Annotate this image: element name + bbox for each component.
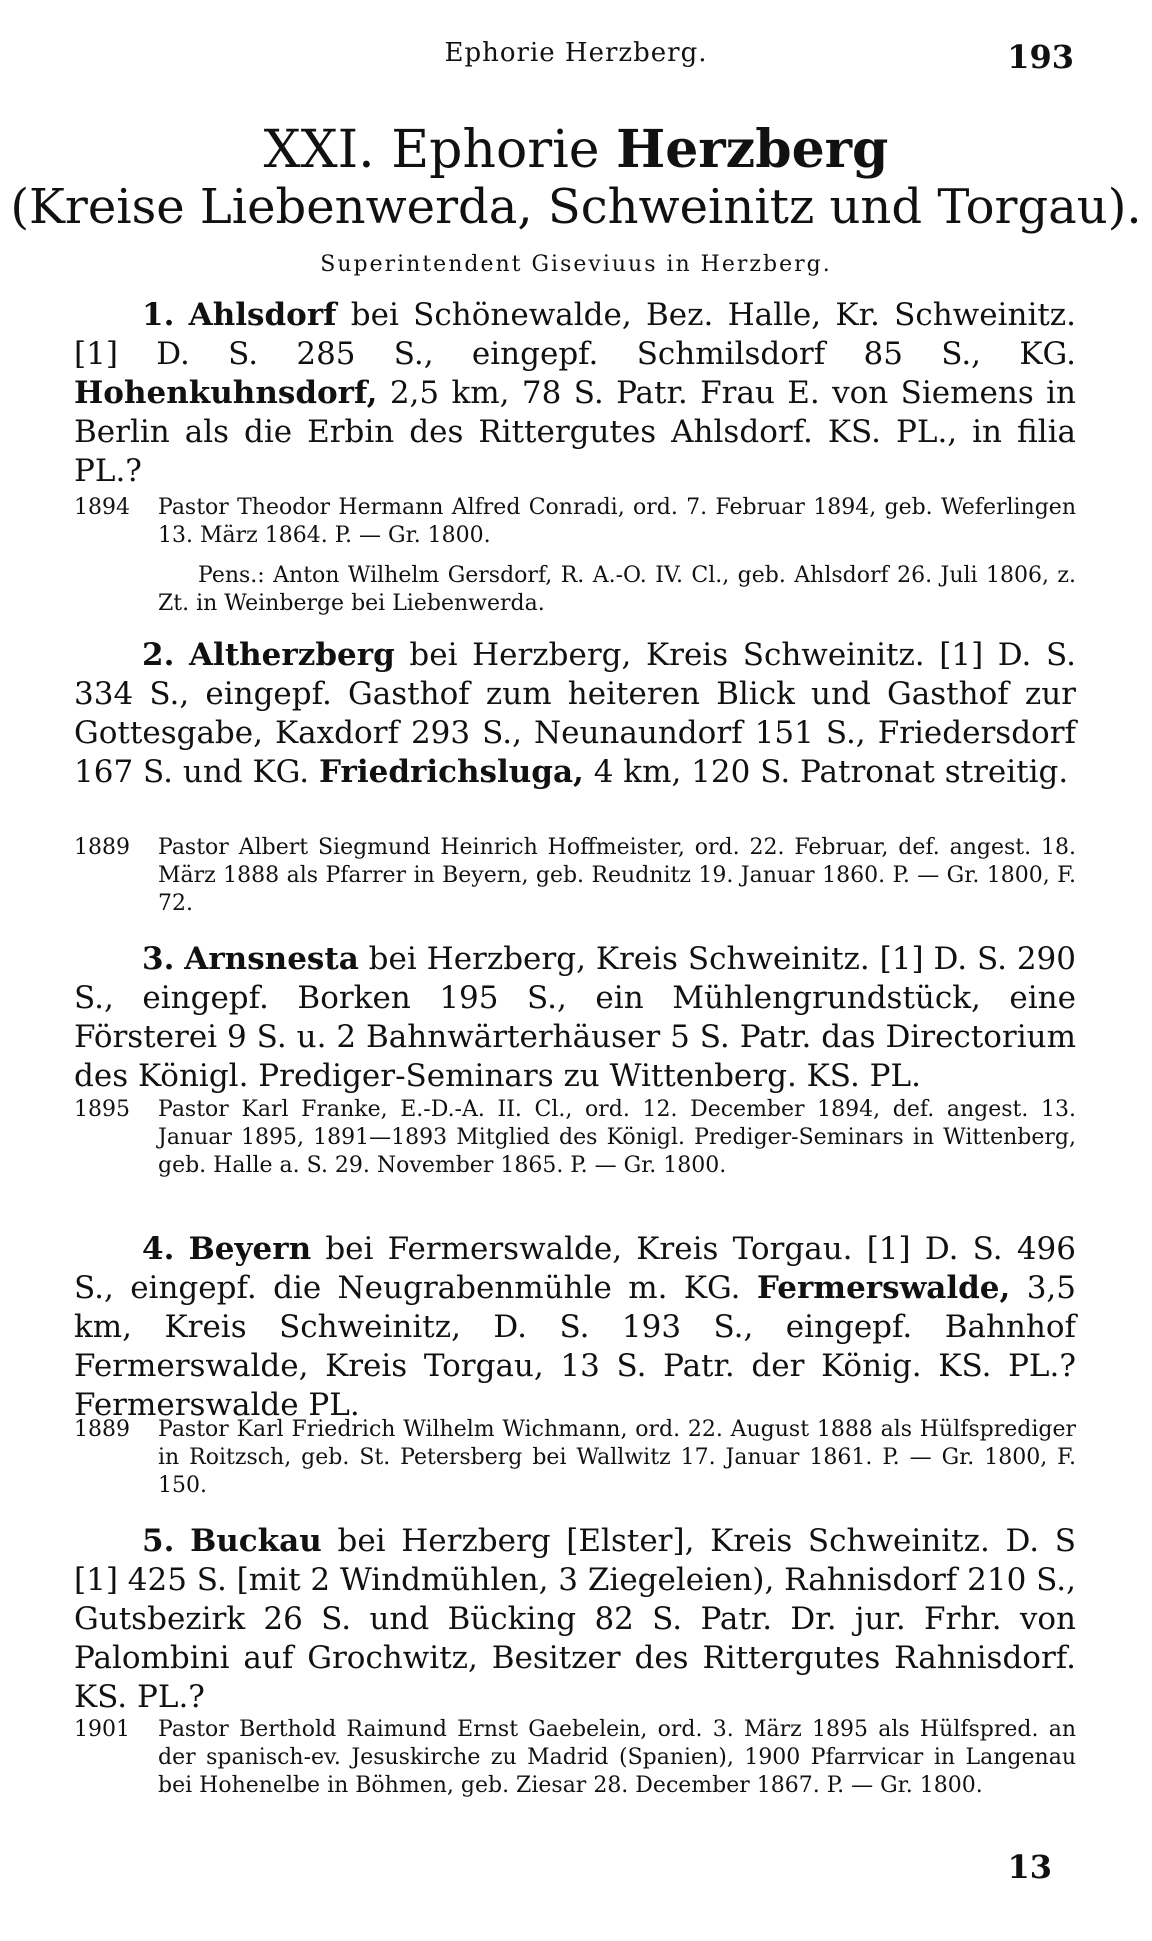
- entry-subparish: Hohenkuhnsdorf,: [74, 375, 378, 411]
- entry-number: 5.: [142, 1523, 175, 1559]
- parish-entry-4: [74, 1230, 1076, 1425]
- pension-note: Pens.: Anton Wilhelm Gersdorf, R. A.-O. IV. Cl., geb. Ahlsdorf 26. Juli 1806, z. Zt. in Weinberge bei Liebenwerda.: [158, 563, 1076, 616]
- parish-entry-2: [74, 636, 1076, 792]
- entry-text-cont: 3,5 km, Kreis Schweinitz, D. S. 193 S., eingepf. Bahnhof Fermerswalde, Kreis Torgau, 13 S. Patr. der König. KS. PL.? Fermerswalde PL.: [74, 1270, 1077, 1423]
- pastor-text: Pastor Albert Siegmund Heinrich Hoffmeister, ord. 22. Februar, def. angest. 18. März 1888 als Pfarrer in Beyern, geb. Reudnitz 19. Januar 1860. P. — Gr. 1800, F. 72.: [158, 835, 1076, 916]
- pastor-text: Pastor Karl Friedrich Wilhelm Wichmann, ord. 22. August 1888 als Hülfsprediger in Roitzsch, geb. St. Petersberg bei Wallwitz 17. Januar 1861. P. — Gr. 1800, F. 150.: [158, 1417, 1076, 1498]
- page-number: 193: [1007, 38, 1074, 76]
- entry-text: bei Herzberg, Kreis Schweinitz. [1] D. S. 334 S., eingepf. Gasthof zum heiteren Blick und Gasthof zur Gottesgabe, Kaxdorf 293 S., Neunaundorf 151 S., Friedersdorf 167 S. und KG.: [74, 637, 1076, 790]
- entry-text: bei Herzberg, Kreis Schweinitz. [1] D. S. 290 S., eingepf. Borken 195 S., ein Mühlengrundstück, eine Försterei 9 S. u. 2 Bahnwärterhäuser 5 S. Patr. das Directorium des Königl. Prediger-Seminars zu Wittenberg. KS. PL.: [74, 941, 1077, 1094]
- chapter-title-strong: Herzberg: [616, 119, 889, 180]
- parish-entry-1: [74, 296, 1076, 491]
- chapter-title: [0, 120, 1152, 180]
- chapter-title-prefix: XXI. Ephorie: [263, 120, 617, 180]
- entry-place: Altherzberg: [189, 637, 395, 673]
- pastor-year: 1895: [74, 1097, 130, 1122]
- parish-entry-5: [74, 1522, 1076, 1717]
- entry-number: 2.: [142, 637, 175, 673]
- entry-place: Arnsnesta: [184, 941, 359, 977]
- entry-text: bei Schönewalde, Bez. Halle, Kr. Schweinitz. [1] D. S. 285 S., eingepf. Schmilsdorf 85 S., KG.: [74, 297, 1076, 372]
- pastor-entry-2: [74, 834, 1076, 918]
- entry-number: 1.: [142, 297, 175, 333]
- parish-entry-3: [74, 940, 1076, 1096]
- entry-number: 4.: [142, 1231, 175, 1267]
- pastor-year: 1901: [74, 1717, 130, 1742]
- pastor-year: 1894: [74, 495, 130, 520]
- entry-text: bei Fermerswalde, Kreis Torgau. [1] D. S. 496 S., eingepf. die Neugrabenmühle m. KG.: [74, 1231, 1076, 1306]
- pastor-text: Pastor Berthold Raimund Ernst Gaebelein, ord. 3. März 1895 als Hülfspred. an der spanisch-ev. Jesuskirche zu Madrid (Spanien), 1900 Pfarrvicar in Langenau bei Hohenelbe in Böhmen, geb. Ziesar 28. December 1867. P. — Gr. 1800.: [158, 1717, 1076, 1798]
- pastor-entry-4: [74, 1416, 1076, 1500]
- entry-text-cont: 2,5 km, 78 S. Patr. Frau E. von Siemens in Berlin als die Erbin des Rittergutes Ahlsdorf. KS. PL., in filia PL.?: [74, 375, 1076, 489]
- entry-place: Buckau: [190, 1523, 322, 1559]
- pastor-entry-5: [74, 1716, 1076, 1800]
- entry-text-cont: 4 km, 120 S. Patronat streitig.: [583, 754, 1069, 790]
- running-title: Ephorie Herzberg.: [444, 38, 708, 68]
- entry-place: Ahlsdorf: [188, 297, 337, 333]
- entry-place: Beyern: [188, 1231, 312, 1267]
- pastor-year: 1889: [74, 835, 130, 860]
- entry-text: bei Herzberg [Elster], Kreis Schweinitz. D. S [1] 425 S. [mit 2 Windmühlen, 3 Ziegeleien), Rahnisdorf 210 S., Gutsbezirk 26 S. und Bücking 82 S. Patr. Dr. jur. Frhr. von Palombini auf Grochwitz, Besitzer des Rittergutes Rahnisdorf. KS. PL.?: [74, 1523, 1076, 1715]
- chapter-subtitle: (Kreise Liebenwerda, Schweinitz und Torgau).: [10, 179, 1142, 235]
- pastor-entry-3: [74, 1096, 1076, 1180]
- entry-number: 3.: [142, 941, 175, 977]
- pastor-year: 1889: [74, 1417, 130, 1442]
- pastor-text: Pastor Karl Franke, E.-D.-A. II. Cl., ord. 12. December 1894, def. angest. 13. Januar 1895, 1891—1893 Mitglied des Königl. Prediger-Seminars in Wittenberg, geb. Halle a. S. 29. November 1865. P. — Gr. 1800.: [158, 1097, 1076, 1178]
- entry-subparish: Friedrichsluga,: [319, 754, 584, 790]
- superintendent-line: Superintendent Giseviuus in Herzberg.: [320, 252, 832, 277]
- signature-mark: 13: [1007, 1848, 1052, 1886]
- pastor-text: Pastor Theodor Hermann Alfred Conradi, ord. 7. Februar 1894, geb. Weferlingen 13. März 1864. P. — Gr. 1800.: [158, 495, 1076, 548]
- entry-subparish: Fermerswalde,: [756, 1270, 1011, 1306]
- pastor-entry-1: [74, 494, 1076, 550]
